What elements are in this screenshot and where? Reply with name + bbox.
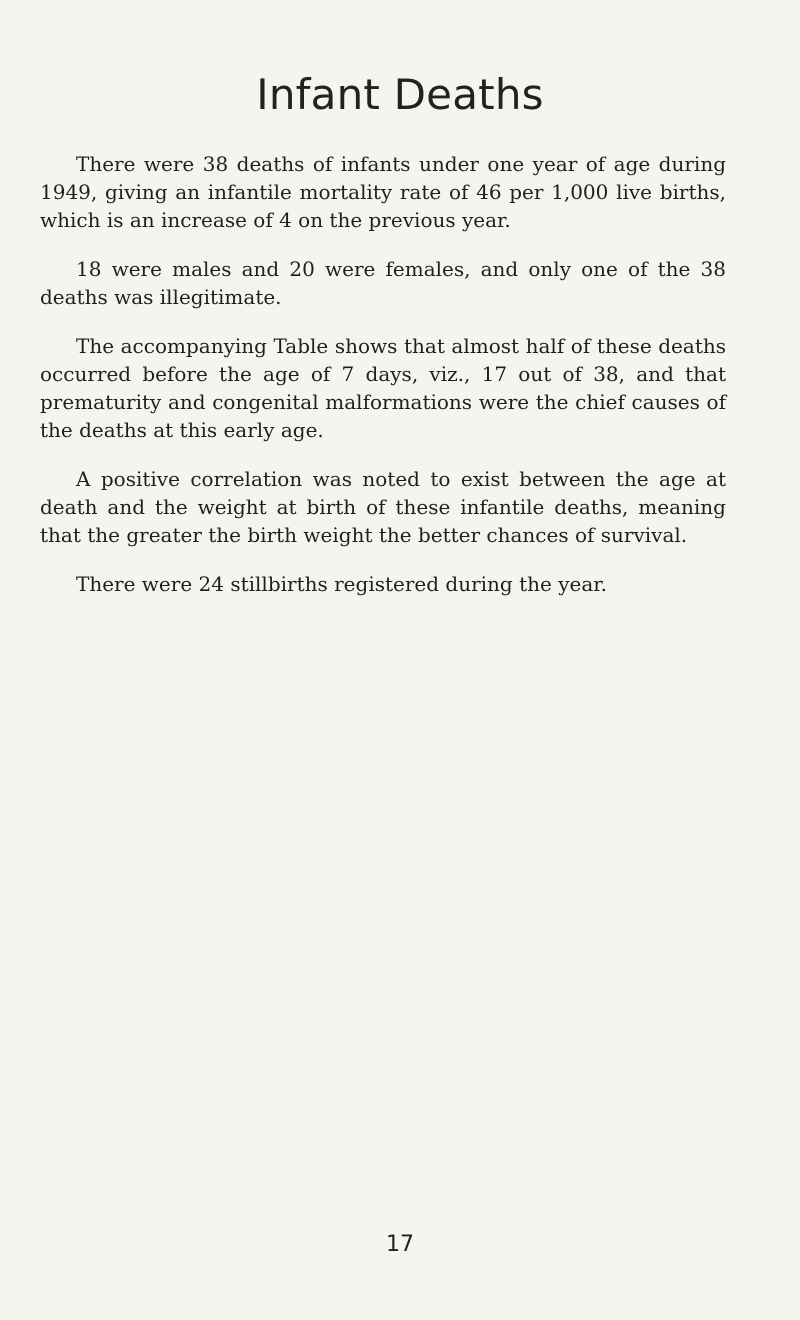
paragraph-birth-weight-correlation: A positive correlation was noted to exist between the age at death and the weight at birth of these infantile deaths, meaning that the greater the birth weight the better chances of survival. xyxy=(40,467,726,547)
page-number: 17 xyxy=(386,1232,414,1257)
body-text xyxy=(40,150,726,598)
page-title: Infant Deaths xyxy=(256,70,544,119)
paragraph-infant-deaths-rate: There were 38 deaths of infants under one year of age during 1949, giving an infantile mortality rate of 46 per 1,000 live births, which is an increase of 4 on the previous year. xyxy=(40,152,726,232)
paragraph-sex-breakdown: 18 were males and 20 were females, and only one of the 38 deaths was illegitimate. xyxy=(40,257,726,309)
paragraph-stillbirths: There were 24 stillbirths registered during the year. xyxy=(76,572,607,596)
paragraph-early-deaths: The accompanying Table shows that almost half of these deaths occurred before the age of 7 days, viz., 17 out of 38, and that prematurity and congenital malformations were the chief causes of the deaths at this early age. xyxy=(40,334,726,442)
